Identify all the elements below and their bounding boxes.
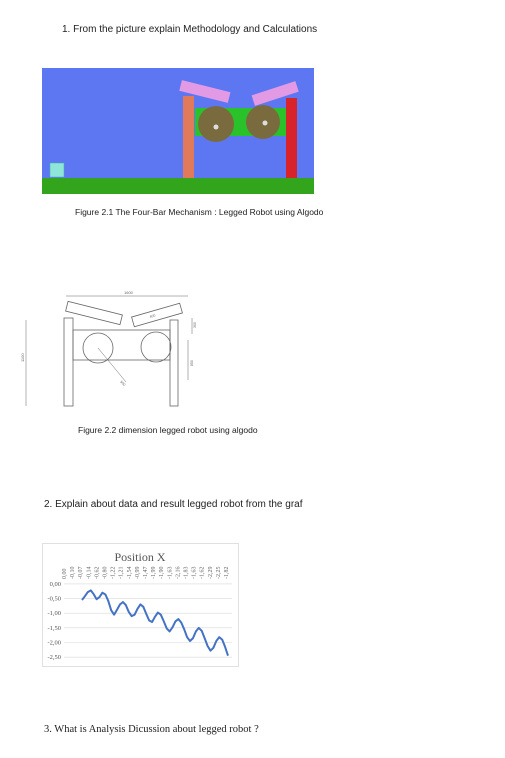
y-tick-label: -1,50 <box>47 624 61 632</box>
y-tick-label: -1,00 <box>47 610 61 618</box>
left-wheel-hub <box>214 125 219 130</box>
question-2: 2. Explain about data and result legged robot from the graf <box>44 499 303 510</box>
question-3: 3. What is Analysis Dicussion about legged robot ? <box>44 724 259 735</box>
left-wheel <box>198 106 234 142</box>
x-tick-label: -0,10 <box>70 566 77 579</box>
x-tick-label: -1,63 <box>191 566 198 579</box>
dim-mid-label: 400 <box>149 313 156 319</box>
left-leg <box>183 96 194 178</box>
ground <box>42 178 314 194</box>
y-tick-label: -0,50 <box>47 595 61 603</box>
x-tick-label: -0,14 <box>86 566 93 579</box>
right-leg-outline <box>170 320 178 406</box>
chart-title: Position X <box>114 550 166 564</box>
x-tick-label: -0,99 <box>134 566 141 579</box>
x-tick-label: -2,29 <box>207 566 214 579</box>
x-tick-label: -1,82 <box>224 566 230 579</box>
right-bar-outline <box>132 303 183 326</box>
x-tick-labels <box>62 567 230 580</box>
x-tick-label: -0,80 <box>102 566 109 579</box>
question-1: 1. From the picture explain Methodology and Calculations <box>62 24 318 35</box>
x-tick-label: 0,00 <box>62 568 68 579</box>
right-wheel-outline <box>141 332 171 362</box>
frame-outline <box>73 330 170 360</box>
x-tick-label: -2,16 <box>175 566 182 579</box>
left-leg-outline <box>64 318 73 406</box>
x-tick-label: -1,54 <box>126 566 133 579</box>
right-leg <box>286 98 297 178</box>
dim-leg-label: 850 <box>190 360 194 366</box>
left-bar-outline <box>66 301 123 324</box>
cube <box>50 163 64 177</box>
dim-right-label: 300 <box>193 322 197 328</box>
position-x-chart <box>42 543 239 667</box>
x-tick-label: -0,07 <box>78 566 85 579</box>
x-tick-label: -1,47 <box>143 566 149 579</box>
x-tick-label: -1,83 <box>183 566 190 579</box>
x-tick-label: -1,22 <box>110 566 117 579</box>
figure-2-2-caption: Figure 2.2 dimension legged robot using algodo <box>78 425 258 435</box>
dim-top-label: 1600 <box>124 290 133 295</box>
four-bar-mechanism-image <box>42 68 314 194</box>
x-tick-label: -1,99 <box>151 566 158 579</box>
x-tick-label: -1,63 <box>167 566 174 579</box>
x-tick-label: -0,62 <box>94 566 101 579</box>
y-tick-label: 0,00 <box>49 580 61 588</box>
dim-left-label: 1100 <box>20 353 25 362</box>
x-tick-label: -1,90 <box>159 566 166 579</box>
y-tick-label: -2,50 <box>47 654 61 662</box>
right-wheel-hub <box>263 121 268 126</box>
x-tick-label: -1,21 <box>118 566 125 579</box>
dim-link-label: 500 <box>119 379 127 387</box>
x-tick-label: -1,62 <box>199 566 206 579</box>
y-tick-label: -2,00 <box>47 639 61 647</box>
figure-2-1-caption: Figure 2.1 The Four-Bar Mechanism : Legged Robot using Algodo <box>75 207 324 217</box>
dimension-drawing-image <box>22 290 212 408</box>
x-tick-label: -2,25 <box>215 566 222 579</box>
